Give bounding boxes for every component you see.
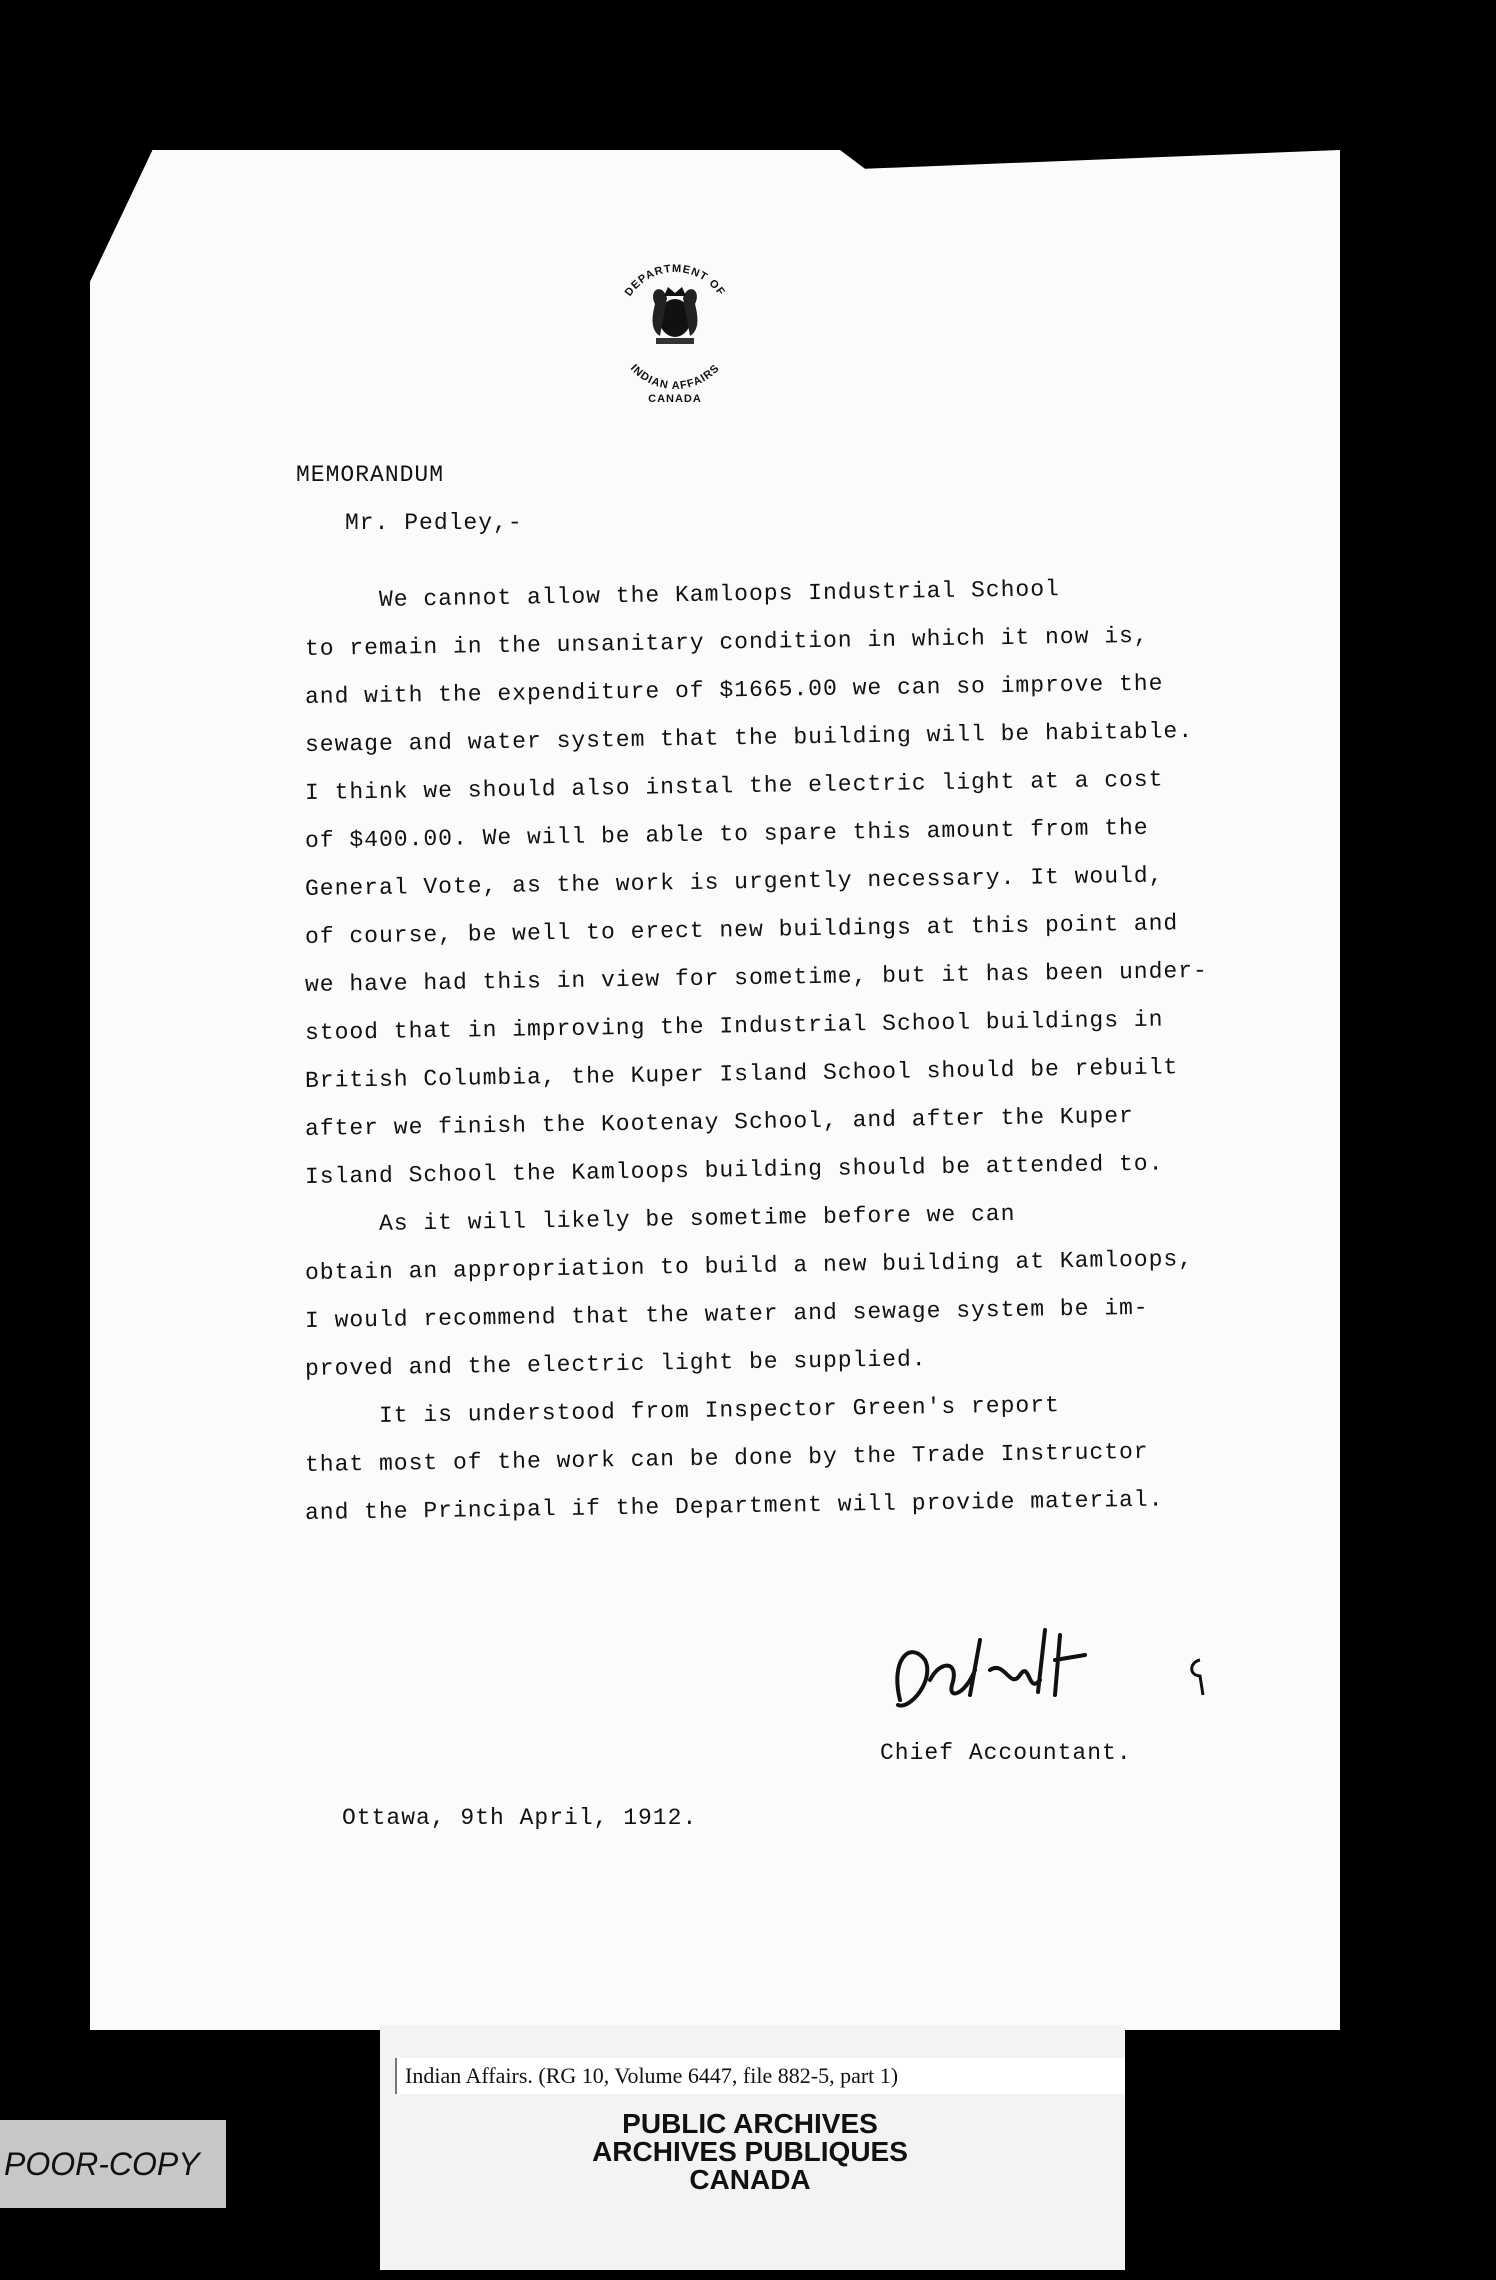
memo-line: sewage and water system that the building will be habitable. [304,718,1194,758]
seal-top-text: DEPARTMENT OF [622,262,728,299]
signature-title: Chief Accountant. [880,1740,1132,1766]
stamp-line: ARCHIVES PUBLIQUES [592,2136,908,2167]
memo-line: proved and the electric light be supplied. [304,1346,927,1382]
svg-text:INDIAN AFFAIRS [628,362,722,392]
memo-salutation: Mr. Pedley,- [345,510,523,536]
memo-line: We cannot allow the Kamloops Industrial School [304,576,1061,614]
memo-line: I think we should also instal the electric light at a cost [304,766,1164,806]
memo-line: General Vote, as the work is urgently necessary. It would, [304,862,1164,902]
memo-line: after we finish the Kootenay School, and after the Kuper [304,1102,1135,1142]
memo-line: It is understood from Inspector Green's report [304,1392,1061,1430]
archive-stamp [470,2110,1030,2194]
stamp-line: CANADA [689,2164,811,2195]
memo-line: to remain in the unsanitary condition in which it now is, [304,622,1149,662]
memo-heading: MEMORANDUM [296,462,445,488]
seal-country-text: CANADA [648,393,702,405]
memo-line: Island School the Kamloops building should be attended to. [304,1150,1164,1190]
archive-citation: Indian Affairs. (RG 10, Volume 6447, file 882-5, part 1) [395,2058,1125,2094]
memo-line: stood that in improving the Industrial School buildings in [304,1006,1164,1046]
memo-line: I would recommend that the water and sewage system be im- [304,1294,1149,1334]
memo-line: and the Principal if the Department will provide material. [304,1486,1164,1526]
seal-bottom-text: INDIAN AFFAIRS [627,362,723,393]
memo-line: and with the expenditure of $1665.00 we can so improve the [304,670,1164,710]
poor-copy-label: POOR-COPY [0,2120,226,2208]
memo-line: we have had this in view for sometime, but it has been under- [304,957,1209,998]
handwritten-signature [870,1600,1230,1750]
department-seal [600,240,750,410]
memo-line: that most of the work can be done by the Trade Instructor [304,1438,1149,1478]
stamp-line: PUBLIC ARCHIVES [622,2108,878,2139]
memo-date: Ottawa, 9th April, 1912. [342,1805,698,1831]
memo-line: obtain an appropriation to build a new building at Kamloops, [304,1246,1194,1286]
memo-line: British Columbia, the Kuper Island School should be rebuilt [304,1054,1179,1094]
memo-line: of $400.00. We will be able to spare this amount from the [304,814,1149,854]
memo-line: of course, be well to erect new buildings at this point and [304,910,1179,950]
memo-line: As it will likely be sometime before we can [304,1200,1016,1238]
